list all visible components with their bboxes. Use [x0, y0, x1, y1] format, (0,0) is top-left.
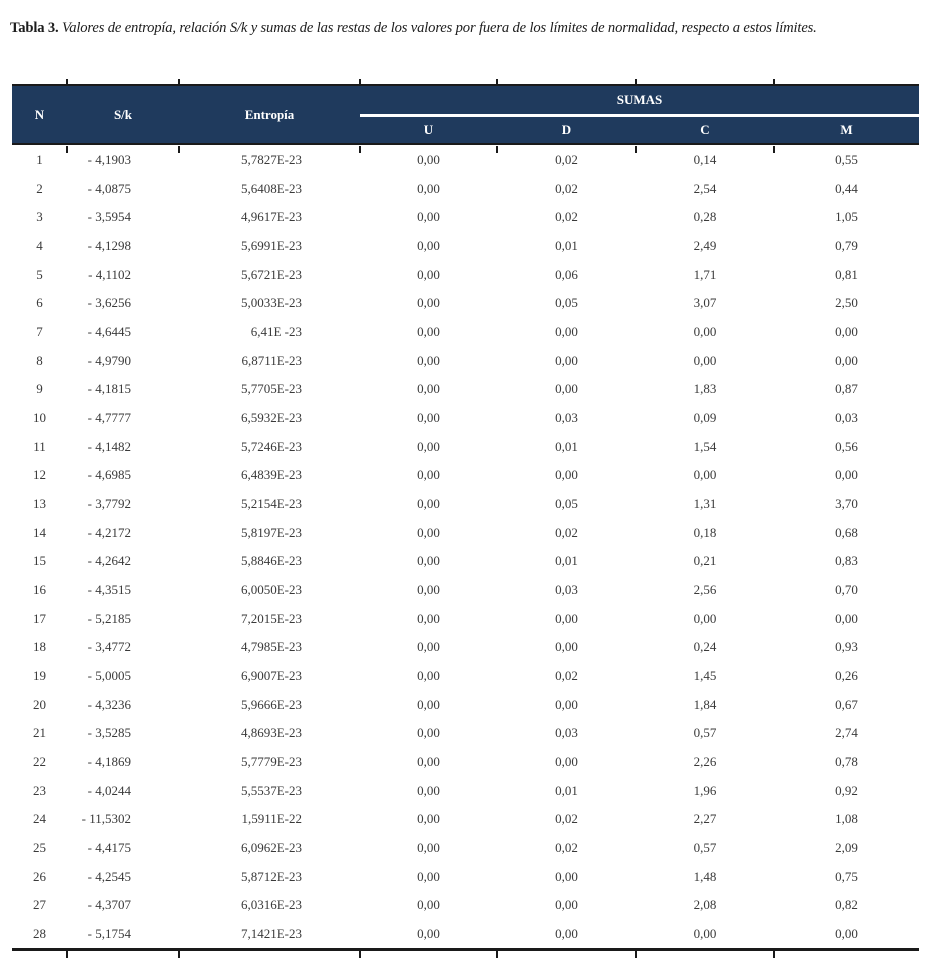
- cell-n: 12: [33, 467, 46, 483]
- column-tick: [66, 146, 68, 153]
- cell-sk: - 4,6445: [87, 323, 131, 339]
- cell-u: 0,00: [417, 868, 440, 884]
- table-caption-label: Tabla 3.: [10, 19, 59, 36]
- column-tick: [496, 146, 498, 153]
- cell-c: 0,09: [693, 409, 717, 425]
- cell-m: 0,78: [835, 753, 858, 769]
- cell-n: 8: [36, 352, 43, 368]
- cell-sk: - 4,2172: [87, 524, 131, 540]
- table-row: [12, 346, 919, 375]
- cell-sk: - 4,7777: [87, 409, 131, 425]
- column-tick: [773, 146, 775, 153]
- table-header: [12, 85, 919, 144]
- cell-c: 2,08: [693, 897, 717, 913]
- cell-n: 25: [33, 839, 46, 855]
- cell-d: 0,01: [555, 553, 578, 569]
- column-tick: [359, 79, 361, 86]
- cell-sk: - 3,7792: [87, 495, 131, 511]
- cell-u: 0,00: [417, 524, 440, 540]
- cell-c: 0,57: [693, 725, 717, 741]
- cell-c: 3,07: [693, 295, 717, 311]
- cell-c: 0,00: [693, 610, 717, 626]
- cell-entropia: 5,8197E-23: [240, 524, 302, 540]
- cell-c: 0,14: [693, 151, 717, 167]
- cell-n: 5: [36, 266, 43, 282]
- cell-d: 0,00: [555, 323, 578, 339]
- table-row: [12, 575, 919, 604]
- table-caption: [10, 20, 922, 37]
- cell-m: 0,00: [835, 323, 858, 339]
- cell-sk: - 5,1754: [67, 919, 179, 949]
- cell-u: 0,00: [417, 782, 440, 798]
- cell-m: 0,56: [835, 438, 858, 454]
- cell-u: 0,00: [417, 753, 440, 769]
- cell-d: 0,03: [555, 409, 578, 425]
- cell-entropia: 6,0316E-23: [240, 897, 302, 913]
- cell-n: 3: [36, 209, 43, 225]
- cell-u: 0,00: [417, 151, 440, 167]
- table-row: [12, 690, 919, 719]
- cell-c: 2,27: [693, 811, 717, 827]
- header-entropia: Entropía: [179, 85, 360, 144]
- cell-sk: - 3,6256: [87, 295, 131, 311]
- cell-c: 2,56: [693, 581, 717, 597]
- cell-entropia: 5,6408E-23: [240, 180, 302, 196]
- cell-entropia: 4,9617E-23: [240, 209, 302, 225]
- cell-sk: - 4,1815: [87, 381, 131, 397]
- cell-u: 0,00: [417, 438, 440, 454]
- cell-entropia: 6,8711E-23: [241, 352, 302, 368]
- cell-entropia: 5,7779E-23: [240, 753, 302, 769]
- table-row: [12, 174, 919, 203]
- cell-m: 0,93: [835, 639, 858, 655]
- cell-d: 0,02: [555, 209, 578, 225]
- cell-n: 15: [33, 553, 46, 569]
- column-tick: [635, 79, 637, 86]
- cell-d: 0,00: [497, 919, 636, 949]
- cell-d: 0,00: [555, 897, 578, 913]
- cell-d: 0,05: [555, 295, 578, 311]
- cell-entropia: 5,7705E-23: [240, 381, 302, 397]
- cell-entropia: 6,0962E-23: [240, 839, 302, 855]
- cell-n: 19: [33, 667, 46, 683]
- cell-m: 0,44: [835, 180, 858, 196]
- cell-sk: - 11,5302: [81, 811, 131, 827]
- header-u: U: [360, 115, 497, 144]
- cell-sk: - 3,5954: [87, 209, 131, 225]
- cell-sk: - 4,3707: [87, 897, 131, 913]
- cell-entropia: 4,8693E-23: [240, 725, 302, 741]
- cell-n: 6: [36, 295, 43, 311]
- cell-m: 0,82: [835, 897, 858, 913]
- cell-c: 0,18: [693, 524, 717, 540]
- cell-n: 1: [36, 151, 43, 167]
- cell-m: 0,00: [835, 352, 858, 368]
- cell-u: 0,00: [417, 409, 440, 425]
- cell-c: 0,24: [693, 639, 717, 655]
- table-row: [12, 776, 919, 805]
- cell-c: 1,48: [693, 868, 717, 884]
- cell-c: 0,00: [636, 919, 774, 949]
- cell-entropia: 5,9666E-23: [240, 696, 302, 712]
- cell-m: 0,79: [835, 237, 858, 253]
- cell-entropia: 6,41E -23: [250, 323, 302, 339]
- cell-n: 9: [36, 381, 43, 397]
- table-row: [12, 833, 919, 862]
- cell-sk: - 4,1903: [87, 151, 131, 167]
- cell-d: 0,00: [555, 352, 578, 368]
- cell-c: 2,49: [693, 237, 717, 253]
- cell-sk: - 4,2545: [87, 868, 131, 884]
- table-row: [12, 718, 919, 747]
- cell-u: 0,00: [417, 295, 440, 311]
- table-row: [12, 518, 919, 547]
- cell-entropia: 5,6721E-23: [240, 266, 302, 282]
- cell-u: 0,00: [417, 639, 440, 655]
- cell-n: 24: [33, 811, 46, 827]
- cell-d: 0,01: [555, 237, 578, 253]
- column-tick: [359, 146, 361, 153]
- cell-n: 18: [33, 639, 46, 655]
- cell-d: 0,00: [555, 639, 578, 655]
- cell-u: 0,00: [417, 209, 440, 225]
- cell-m: 1,08: [835, 811, 858, 827]
- cell-m: 2,09: [835, 839, 858, 855]
- cell-u: 0,00: [417, 467, 440, 483]
- cell-sk: - 4,9790: [87, 352, 131, 368]
- column-tick: [496, 79, 498, 86]
- cell-entropia: 5,7246E-23: [240, 438, 302, 454]
- cell-u: 0,00: [417, 811, 440, 827]
- cell-n: 7: [36, 323, 43, 339]
- cell-d: 0,00: [555, 610, 578, 626]
- cell-c: 1,83: [693, 381, 717, 397]
- cell-u: 0,00: [417, 667, 440, 683]
- cell-sk: - 4,0244: [87, 782, 131, 798]
- table-row: [12, 747, 919, 776]
- table-row: [12, 862, 919, 891]
- cell-n: 21: [33, 725, 46, 741]
- cell-n: 4: [36, 237, 43, 253]
- cell-c: 1,84: [693, 696, 717, 712]
- cell-entropia: 6,9007E-23: [240, 667, 302, 683]
- cell-c: 1,71: [693, 266, 717, 282]
- cell-d: 0,00: [555, 753, 578, 769]
- cell-c: 0,00: [693, 467, 717, 483]
- cell-m: 0,00: [835, 467, 858, 483]
- cell-d: 0,02: [555, 839, 578, 855]
- column-tick: [773, 79, 775, 86]
- cell-d: 0,02: [555, 524, 578, 540]
- table-row: [12, 489, 919, 518]
- cell-u: 0,00: [417, 553, 440, 569]
- cell-sk: - 4,4175: [87, 839, 131, 855]
- cell-d: 0,00: [555, 381, 578, 397]
- cell-d: 0,02: [555, 180, 578, 196]
- table-row: [12, 804, 919, 833]
- cell-u: 0,00: [417, 180, 440, 196]
- header-d: D: [497, 115, 636, 144]
- cell-sk: - 4,1298: [87, 237, 131, 253]
- cell-u: 0,00: [417, 897, 440, 913]
- column-tick: [178, 146, 180, 153]
- cell-d: 0,02: [555, 811, 578, 827]
- cell-c: 0,00: [693, 352, 717, 368]
- cell-d: 0,03: [555, 581, 578, 597]
- table-caption-text: Valores de entropía, relación S/k y sumas de las restas de los valores por fuera de los límites de normalidad, respecto a estos límites.: [58, 19, 817, 36]
- cell-entropia: 5,8712E-23: [240, 868, 302, 884]
- cell-u: 0,00: [417, 581, 440, 597]
- cell-sk: - 3,5285: [87, 725, 131, 741]
- cell-entropia: 5,5537E-23: [240, 782, 302, 798]
- cell-d: 0,00: [555, 696, 578, 712]
- cell-m: 0,03: [835, 409, 858, 425]
- table-row: [12, 202, 919, 231]
- column-tick: [496, 948, 498, 958]
- cell-d: 0,06: [555, 266, 578, 282]
- column-tick: [359, 948, 361, 958]
- table-row: [12, 432, 919, 461]
- cell-u: 0,00: [417, 323, 440, 339]
- cell-entropia: 5,2154E-23: [240, 495, 302, 511]
- cell-sk: - 5,0005: [87, 667, 131, 683]
- cell-c: 1,54: [693, 438, 717, 454]
- cell-m: 0,83: [835, 553, 858, 569]
- cell-c: 0,57: [693, 839, 717, 855]
- cell-m: 0,00: [835, 610, 858, 626]
- cell-m: 3,70: [835, 495, 858, 511]
- cell-c: 0,00: [693, 323, 717, 339]
- cell-m: 0,75: [835, 868, 858, 884]
- table-body: [12, 144, 919, 949]
- cell-n: 23: [33, 782, 46, 798]
- cell-d: 0,02: [555, 667, 578, 683]
- cell-entropia: 5,7827E-23: [240, 151, 302, 167]
- cell-d: 0,01: [555, 782, 578, 798]
- cell-m: 0,81: [835, 266, 858, 282]
- cell-u: 0,00: [417, 352, 440, 368]
- cell-entropia: 1,5911E-22: [241, 811, 302, 827]
- table-row: [12, 288, 919, 317]
- cell-entropia: 6,4839E-23: [240, 467, 302, 483]
- cell-sk: - 5,2185: [87, 610, 131, 626]
- table-row: [12, 403, 919, 432]
- cell-d: 0,00: [555, 467, 578, 483]
- cell-u: 0,00: [417, 495, 440, 511]
- cell-u: 0,00: [417, 381, 440, 397]
- cell-entropia: 5,8846E-23: [240, 553, 302, 569]
- cell-entropia: 7,1421E-23: [179, 919, 360, 949]
- cell-n: 17: [33, 610, 46, 626]
- cell-entropia: 5,0033E-23: [240, 295, 302, 311]
- cell-d: 0,01: [555, 438, 578, 454]
- table-row: [12, 231, 919, 260]
- entropy-table: [12, 84, 919, 951]
- cell-entropia: 5,6991E-23: [240, 237, 302, 253]
- cell-n: 10: [33, 409, 46, 425]
- cell-u: 0,00: [417, 610, 440, 626]
- cell-sk: - 4,1102: [88, 266, 131, 282]
- cell-m: 2,74: [835, 725, 858, 741]
- cell-n: 11: [33, 438, 46, 454]
- cell-d: 0,00: [555, 868, 578, 884]
- cell-sk: - 4,2642: [87, 553, 131, 569]
- table-row: [12, 604, 919, 633]
- cell-n: 14: [33, 524, 46, 540]
- cell-m: 0,92: [835, 782, 858, 798]
- table-row: [12, 632, 919, 661]
- cell-d: 0,05: [555, 495, 578, 511]
- cell-m: 2,50: [835, 295, 858, 311]
- cell-m: 0,26: [835, 667, 858, 683]
- cell-u: 0,00: [360, 919, 497, 949]
- cell-sk: - 4,1482: [87, 438, 131, 454]
- table-row: [12, 374, 919, 403]
- cell-n: 13: [33, 495, 46, 511]
- cell-entropia: 6,5932E-23: [240, 409, 302, 425]
- cell-sk: - 4,0875: [87, 180, 131, 196]
- cell-c: 0,28: [693, 209, 717, 225]
- header-c: C: [636, 115, 774, 144]
- cell-m: 0,87: [835, 381, 858, 397]
- table-row: [12, 661, 919, 690]
- table-row: [12, 317, 919, 346]
- cell-m: 0,00: [774, 919, 919, 949]
- cell-c: 1,31: [693, 495, 717, 511]
- column-tick: [635, 948, 637, 958]
- cell-sk: - 4,3515: [87, 581, 131, 597]
- cell-n: 27: [33, 897, 46, 913]
- cell-u: 0,00: [417, 237, 440, 253]
- cell-d: 0,02: [555, 151, 578, 167]
- cell-c: 2,26: [693, 753, 717, 769]
- cell-u: 0,00: [417, 696, 440, 712]
- cell-entropia: 7,2015E-23: [240, 610, 302, 626]
- cell-entropia: 6,0050E-23: [240, 581, 302, 597]
- table-row: [12, 890, 919, 919]
- column-tick: [635, 146, 637, 153]
- cell-c: 1,96: [693, 782, 717, 798]
- table-row: [12, 546, 919, 575]
- table-row: [12, 460, 919, 489]
- column-tick: [66, 79, 68, 86]
- cell-n: 26: [33, 868, 46, 884]
- table-row: [12, 919, 919, 949]
- cell-u: 0,00: [417, 839, 440, 855]
- header-m: M: [774, 115, 919, 144]
- column-tick: [773, 948, 775, 958]
- cell-m: 0,68: [835, 524, 858, 540]
- cell-m: 0,55: [835, 151, 858, 167]
- cell-sk: - 3,4772: [87, 639, 131, 655]
- cell-sk: - 4,3236: [87, 696, 131, 712]
- cell-m: 1,05: [835, 209, 858, 225]
- column-tick: [178, 948, 180, 958]
- column-tick: [178, 79, 180, 86]
- header-sumas-group: SUMAS: [360, 85, 919, 115]
- cell-m: 0,70: [835, 581, 858, 597]
- cell-sk: - 4,6985: [87, 467, 131, 483]
- cell-d: 0,03: [555, 725, 578, 741]
- cell-m: 0,67: [835, 696, 858, 712]
- cell-entropia: 4,7985E-23: [240, 639, 302, 655]
- cell-n: 2: [36, 180, 43, 196]
- table-row: [12, 260, 919, 289]
- cell-u: 0,00: [417, 266, 440, 282]
- column-tick: [66, 948, 68, 958]
- cell-c: 0,21: [693, 553, 717, 569]
- header-n: N: [12, 85, 67, 144]
- cell-n: 28: [12, 919, 67, 949]
- table-row: [12, 144, 919, 174]
- cell-c: 2,54: [693, 180, 717, 196]
- cell-c: 1,45: [693, 667, 717, 683]
- cell-n: 16: [33, 581, 46, 597]
- cell-u: 0,00: [417, 725, 440, 741]
- cell-n: 22: [33, 753, 46, 769]
- cell-sk: - 4,1869: [87, 753, 131, 769]
- cell-n: 20: [33, 696, 46, 712]
- header-sk: S/k: [67, 85, 179, 144]
